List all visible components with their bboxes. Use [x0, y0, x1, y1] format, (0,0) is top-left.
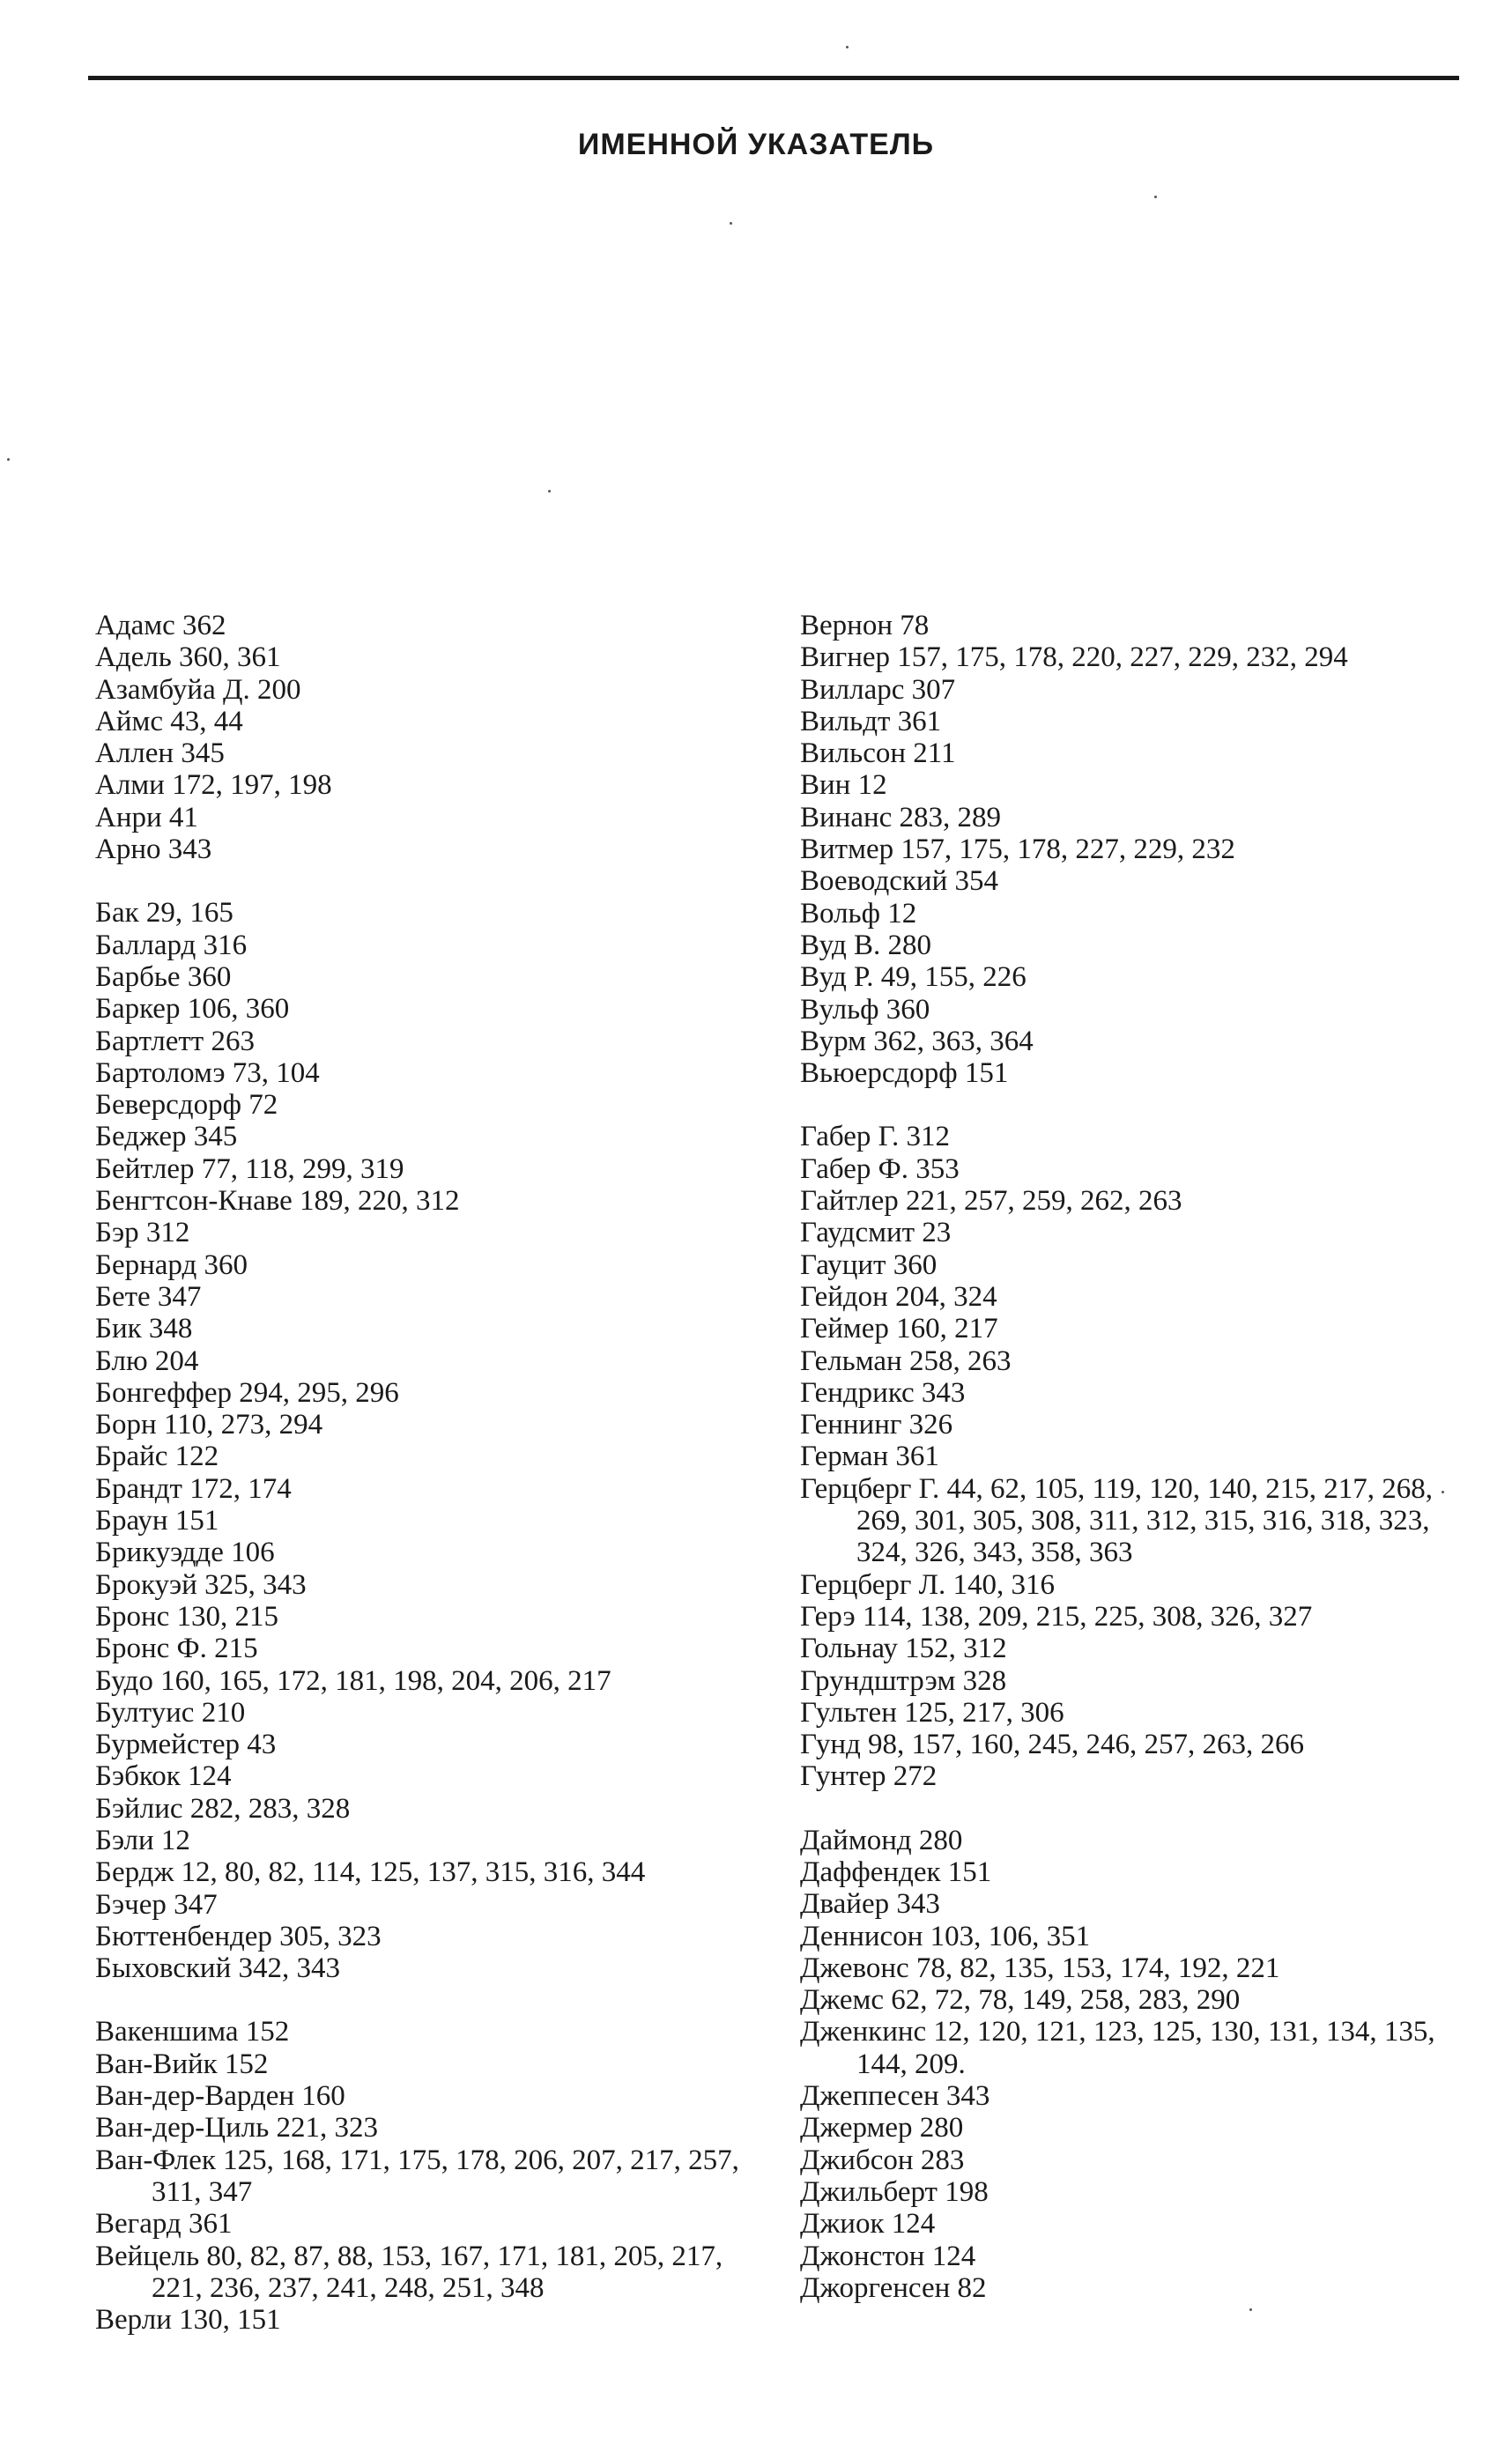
page-title: ИМЕННОЙ УКАЗАТЕЛЬ: [577, 128, 935, 161]
index-entry: Бронс Ф. 215: [95, 1633, 258, 1665]
index-entry: Ван-дер-Циль 221, 323: [95, 2112, 378, 2144]
index-entry: Гауцит 360: [800, 1248, 938, 1281]
index-entry: Бурмейстер 43: [95, 1729, 277, 1761]
index-entry: Ван-дер-Варден 160: [95, 2080, 345, 2113]
index-entry: Аллен 345: [95, 737, 225, 770]
index-entry: Габер Г. 312: [800, 1121, 951, 1153]
index-entry: Бете 347: [95, 1280, 202, 1313]
scan-speck: [1154, 196, 1157, 198]
index-entry: Вилларс 307: [800, 673, 956, 706]
index-entry: Вуд Р. 49, 155, 226: [800, 961, 1027, 994]
index-entry: Грундштрэм 328: [800, 1664, 1007, 1697]
index-entry: Вегард 361: [95, 2208, 233, 2241]
index-entry: Бартлетт 263: [95, 1025, 255, 1057]
letter-group: [95, 897, 765, 1984]
index-entry: Габер Ф. 353: [800, 1152, 960, 1185]
index-entry: Гольнау 152, 312: [800, 1633, 1007, 1665]
index-entry: Гаудсмит 23: [800, 1217, 952, 1249]
letter-group-gap: [95, 865, 765, 897]
index-entry: Верли 130, 151: [95, 2304, 281, 2337]
index-entry: Бонгеффер 294, 295, 296: [95, 1376, 399, 1409]
index-entry: Даймонд 280: [800, 1824, 963, 1856]
index-entry: Вигнер 157, 175, 178, 220, 227, 229, 232, 294: [800, 641, 1348, 674]
letter-group: [95, 610, 765, 865]
letter-group: [800, 1825, 1480, 2304]
scan-speck: [7, 458, 10, 461]
index-entry: Вильсон 211: [800, 737, 956, 770]
index-entry: Витмер 157, 175, 178, 227, 229, 232: [800, 833, 1235, 866]
index-entry: Винанс 283, 289: [800, 801, 1002, 833]
index-entry: Бэли 12: [95, 1824, 190, 1856]
index-entry: Бэбкок 124: [95, 1760, 232, 1793]
index-entry: Баркер 106, 360: [95, 993, 290, 1026]
index-entry: Вольф 12: [800, 897, 917, 930]
index-entry: Вульф 360: [800, 993, 930, 1026]
index-entry: Герэ 114, 138, 209, 215, 225, 308, 326, 327: [800, 1600, 1313, 1633]
index-entry: Бердж 12, 80, 82, 114, 125, 137, 315, 316, 344: [95, 1856, 646, 1889]
index-entry: Джоргенсен 82: [800, 2271, 987, 2304]
index-entry: Блю 204: [95, 1344, 199, 1377]
index-entry: Вейцель 80, 82, 87, 88, 153, 167, 171, 181, 205, 217, 221, 236, 237, 241, 248, 251, 348: [95, 2240, 723, 2304]
index-entry: Бак 29, 165: [95, 897, 233, 930]
index-column-right: [800, 610, 1480, 2304]
index-entry: Борн 110, 273, 294: [95, 1409, 323, 1441]
index-entry: Беджер 345: [95, 1121, 238, 1153]
scan-speck: [548, 490, 551, 493]
letter-group: [800, 1121, 1480, 1792]
index-entry: Алми 172, 197, 198: [95, 769, 332, 802]
index-entry: Аймс 43, 44: [95, 705, 243, 737]
index-entry: Джеппесен 343: [800, 2080, 990, 2113]
letter-group: [800, 610, 1480, 1089]
letter-group-gap: [800, 1793, 1480, 1825]
letter-group-gap: [800, 1089, 1480, 1121]
index-entry: Бартоломэ 73, 104: [95, 1056, 320, 1089]
index-entry: Быховский 342, 343: [95, 1952, 341, 1985]
scan-speck: [1442, 1491, 1444, 1493]
index-entry: Арно 343: [95, 833, 212, 866]
index-entry: Гендрикс 343: [800, 1376, 966, 1409]
index-entry: Вуд В. 280: [800, 929, 932, 961]
index-entry: Барбье 360: [95, 960, 232, 993]
index-entry: Джибсон 283: [800, 2144, 965, 2176]
index-entry: Браун 151: [95, 1505, 219, 1537]
index-entry: Джиок 124: [800, 2208, 936, 2241]
index-entry: Брикуэдде 106: [95, 1537, 275, 1569]
index-entry: Герцберг Л. 140, 316: [800, 1568, 1056, 1601]
index-entry: Вильдт 361: [800, 705, 942, 737]
index-entry: Вурм 362, 363, 364: [800, 1025, 1034, 1057]
index-entry: Воеводский 354: [800, 865, 999, 898]
index-entry: Бейтлер 77, 118, 299, 319: [95, 1152, 404, 1185]
index-entry: Геймер 160, 217: [800, 1313, 998, 1345]
index-entry: Джермер 280: [800, 2112, 964, 2144]
index-entry: Гайтлер 221, 257, 259, 262, 263: [800, 1185, 1182, 1218]
index-entry: Джемс 62, 72, 78, 149, 258, 283, 290: [800, 1984, 1241, 2017]
index-entry: Гунтер 272: [800, 1760, 938, 1793]
index-entry: Анри 41: [95, 801, 198, 833]
index-entry: Джильберт 198: [800, 2175, 989, 2208]
index-entry: Герцберг Г. 44, 62, 105, 119, 120, 140, 215, 217, 268, 269, 301, 305, 308, 311, 312, 315, 316, 318, 323, 324, 326, 343, 358, 363: [800, 1472, 1434, 1569]
index-entry: Двайер 343: [800, 1888, 940, 1921]
index-entry: Бронс 130, 215: [95, 1600, 279, 1633]
index-entry: Адель 360, 361: [95, 641, 281, 674]
top-rule: [88, 76, 1459, 80]
index-entry: Ван-Флек 125, 168, 171, 175, 178, 206, 207, 217, 257, 311, 347: [95, 2144, 739, 2208]
letter-group-gap: [95, 1984, 765, 2016]
index-entry: Бюттенбендер 305, 323: [95, 1920, 382, 1952]
index-entry: Бултуис 210: [95, 1696, 246, 1729]
index-entry: Герман 361: [800, 1441, 939, 1473]
scan-speck: [730, 222, 732, 225]
index-entry: Вин 12: [800, 769, 887, 802]
index-entry: Азамбуйа Д. 200: [95, 673, 301, 706]
index-entry: Деннисон 103, 106, 351: [800, 1920, 1091, 1952]
index-entry: Бэчер 347: [95, 1888, 218, 1921]
index-entry: Вернон 78: [800, 610, 930, 641]
index-entry: Гунд 98, 157, 160, 245, 246, 257, 263, 266: [800, 1729, 1305, 1761]
index-entry: Беверсдорф 72: [95, 1089, 278, 1122]
index-entry: Бик 348: [95, 1313, 193, 1345]
index-entry: Будо 160, 165, 172, 181, 198, 204, 206, 217: [95, 1664, 611, 1697]
index-entry: Брайс 122: [95, 1441, 219, 1473]
index-entry: Джонстон 124: [800, 2240, 976, 2272]
index-entry: Гейдон 204, 324: [800, 1280, 997, 1313]
index-column-left: [95, 610, 765, 2336]
index-entry: Бернард 360: [95, 1248, 248, 1281]
index-entry: Джевонс 78, 82, 135, 153, 174, 192, 221: [800, 1952, 1280, 1984]
index-entry: Брандт 172, 174: [95, 1472, 292, 1505]
index-entry: Брокуэй 325, 343: [95, 1568, 307, 1601]
index-entry: Баллард 316: [95, 929, 248, 961]
index-entry: Ван-Вийк 152: [95, 2048, 269, 2080]
index-entry: Дженкинс 12, 120, 121, 123, 125, 130, 131, 134, 135, 144, 209.: [800, 2016, 1435, 2080]
index-entry: Гультен 125, 217, 306: [800, 1696, 1064, 1729]
letter-group: [95, 2016, 765, 2336]
index-entry: Геннинг 326: [800, 1409, 953, 1441]
index-entry: Вьюерсдорф 151: [800, 1057, 1009, 1090]
index-entry: Адамс 362: [95, 610, 226, 641]
index-entry: Даффендек 151: [800, 1856, 992, 1888]
index-entry: Бенгтсон-Кнаве 189, 220, 312: [95, 1185, 460, 1218]
index-entry: Гельман 258, 263: [800, 1344, 1012, 1377]
index-entry: Вакеншима 152: [95, 2016, 290, 2048]
scan-speck: [1249, 2308, 1252, 2311]
scan-speck: [846, 46, 849, 48]
index-entry: Бэр 312: [95, 1217, 190, 1249]
index-entry: Бэйлис 282, 283, 328: [95, 1792, 351, 1825]
